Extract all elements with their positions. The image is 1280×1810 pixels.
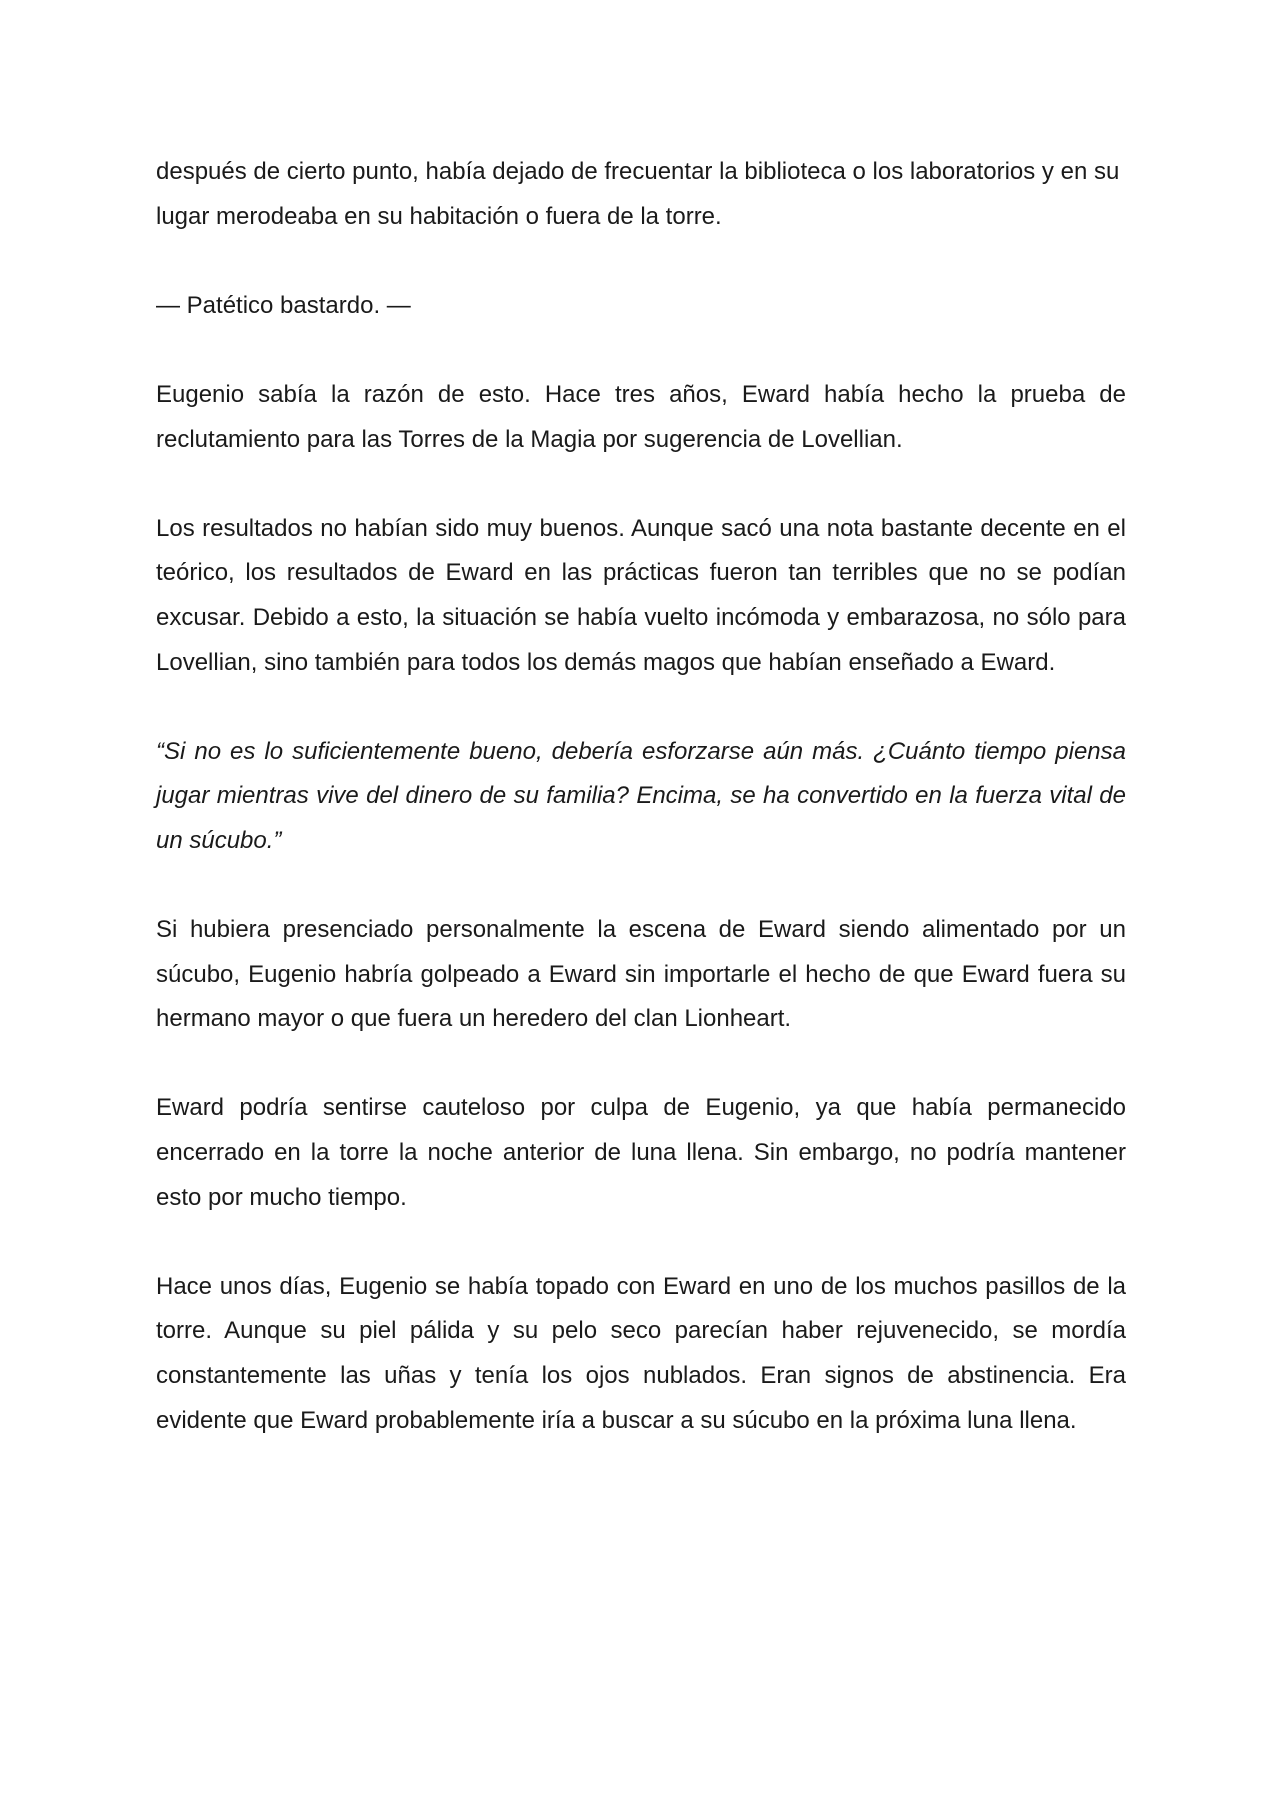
paragraph-7: Eward podría sentirse cauteloso por culpa de Eugenio, ya que había permanecido encerrado en la torre la noche anterior de luna llena. Sin embargo, no podría mantener esto por mucho tiempo. — [156, 1094, 1126, 1211]
paragraph-2: — Patético bastardo. — — [156, 291, 411, 319]
paragraph-8: Hace unos días, Eugenio se había topado con Eward en uno de los muchos pasillos de la torre. Aunque su piel pálida y su pelo seco parecían haber rejuvenecido, se mordía constantemente las uñas y tenía los ojos nublados. Eran signos de abstinencia. Era evidente que Eward probablemente iría a buscar a su súcubo en la próxima luna llena. — [156, 1272, 1126, 1434]
paragraph-3: Eugenio sabía la razón de esto. Hace tres años, Eward había hecho la prueba de reclutamiento para las Torres de la Magia por sugerencia de Lovellian. — [156, 380, 1126, 453]
paragraph-1: después de cierto punto, había dejado de frecuentar la biblioteca o los laboratorios y en su lugar merodeaba en su habitación o fuera de la torre. — [156, 158, 1120, 230]
paragraph-6: Si hubiera presenciado personalmente la escena de Eward siendo alimentado por un súcubo, Eugenio habría golpeado a Eward sin importarle el hecho de que Eward fuera su hermano mayor o que fuera un heredero del clan Lionheart. — [156, 916, 1126, 1033]
document-body — [156, 150, 1126, 1488]
paragraph-4: Los resultados no habían sido muy buenos. Aunque sacó una nota bastante decente en el teórico, los resultados de Eward en las prácticas fueron tan terribles que no se podían excusar. Debido a esto, la situación se había vuelto incómoda y embarazosa, no sólo para Lovellian, sino también para todos los demás magos que habían enseñado a Eward. — [156, 514, 1126, 676]
paragraph-5-quote: “Si no es lo suficientemente bueno, debería esforzarse aún más. ¿Cuánto tiempo piensa jugar mientras vive del dinero de su familia? Encima, se ha convertido en la fuerza vital de un súcubo.” — [156, 737, 1126, 854]
